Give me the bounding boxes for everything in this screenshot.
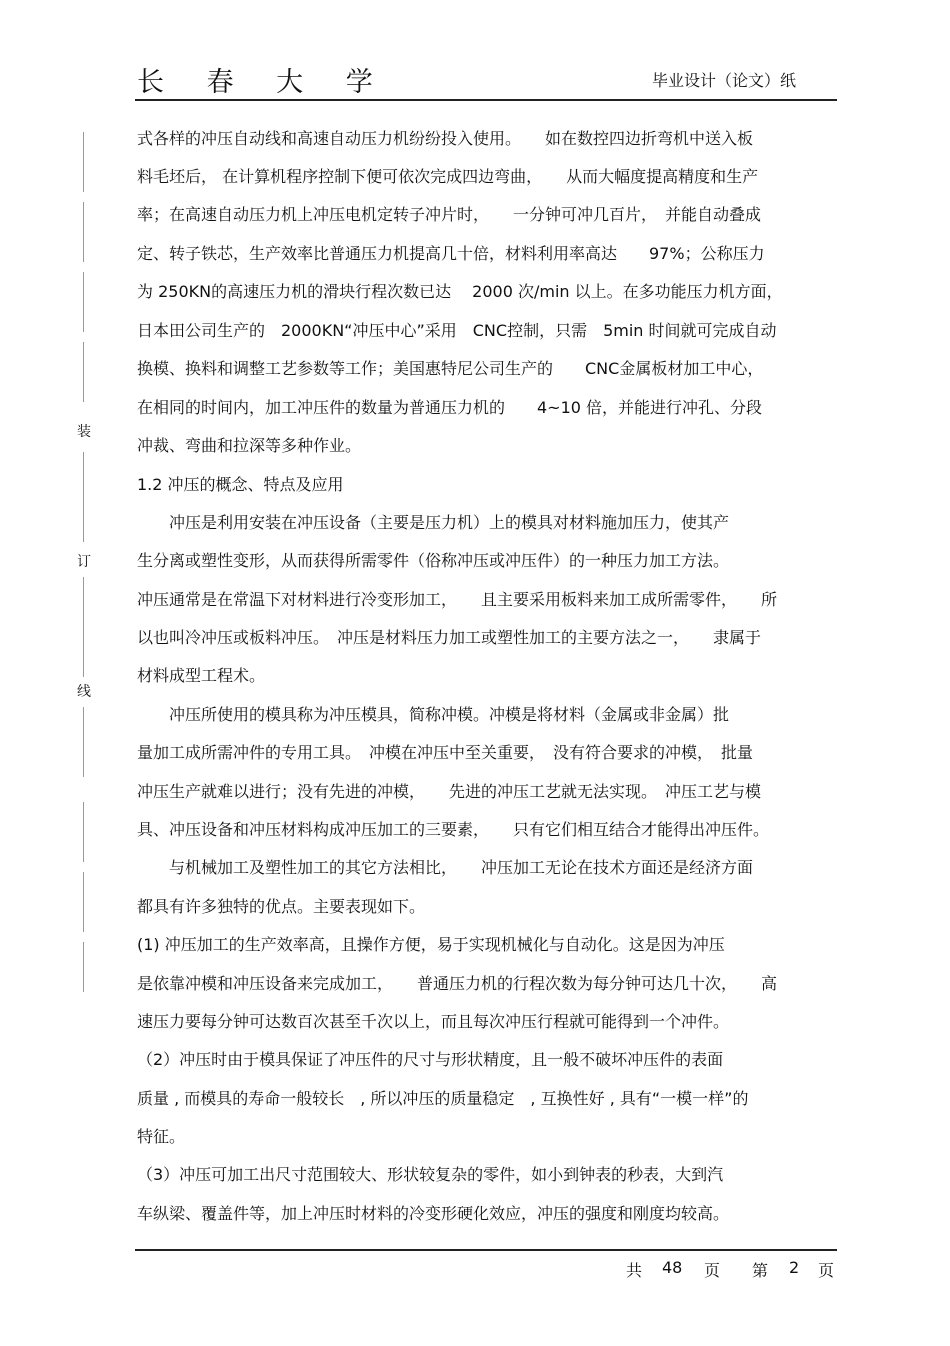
footer-current-label: 第 xyxy=(752,1261,769,1280)
body-line: 冲裁、弯曲和拉深等多种作业。 xyxy=(137,436,362,455)
body-line: 冲压是利用安装在冲压设备（主要是压力机）上的模具对材料施加压力，使其产 xyxy=(137,513,730,532)
footer-rule xyxy=(135,1249,837,1251)
footer-total-pages: 48 xyxy=(662,1258,683,1277)
header-rule xyxy=(135,99,837,101)
document-type: 毕业设计（论文）纸 xyxy=(652,71,797,90)
body-line: (1) 冲压加工的生产效率高，且操作方便，易于实现机械化与自动化。这是因为冲压 xyxy=(137,935,725,954)
binding-dash xyxy=(83,577,84,677)
body-line: 式各样的冲压自动线和高速自动压力机纷纷投入使用。 如在数控四边折弯机中送入板 xyxy=(137,129,754,148)
body-line: 定、转子铁芯，生产效率比普通压力机提高几十倍，材料利用率高达 97%；公称压力 xyxy=(137,244,765,263)
body-line: 生分离或塑性变形，从而获得所需零件（俗称冲压或冲压件）的一种压力加工方法。 xyxy=(137,551,730,570)
binding-dash xyxy=(83,272,84,332)
body-line: 特征。 xyxy=(137,1127,186,1146)
binding-dash xyxy=(83,452,84,542)
body-line: 车纵梁、覆盖件等，加上冲压时材料的冷变形硬化效应，冲压的强度和刚度均较高。 xyxy=(137,1204,730,1223)
body-line: 为 250KN的高速压力机的滑块行程次数已达 2000 次/min 以上。在多功能压力机方面， xyxy=(137,282,783,301)
body-line: 都具有许多独特的优点。主要表现如下。 xyxy=(137,897,426,916)
body-line: 冲压所使用的模具称为冲压模具，简称冲模。冲模是将材料（金属或非金属）批 xyxy=(137,705,730,724)
body-line: （2）冲压时由于模具保证了冲压件的尺寸与形状精度，且一般不破坏冲压件的表面 xyxy=(137,1050,724,1069)
body-line: 率；在高速自动压力机上冲压电机定转子冲片时， 一分钟可冲几百片， 并能自动叠成 xyxy=(137,205,762,224)
binding-dash xyxy=(83,942,84,992)
binding-label-zhuang: 装 xyxy=(77,424,91,440)
body-line: 材料成型工程术。 xyxy=(137,666,266,685)
binding-label-xian: 线 xyxy=(77,684,91,700)
body-line: 日本田公司生产的 2000KN“冲压中心”采用 CNC控制，只需 5min 时间就可完成自动 xyxy=(137,321,777,340)
footer-page-unit: 页 xyxy=(818,1261,835,1280)
body-line: 在相同的时间内，加工冲压件的数量为普通压力机的 4~10 倍，并能进行冲孔、分段 xyxy=(137,398,763,417)
binding-dash xyxy=(83,707,84,777)
body-line: 质量 , 而模具的寿命一般较长 , 所以冲压的质量稳定 , 互换性好 , 具有“一模一样”的 xyxy=(137,1089,749,1108)
body-line: 冲压通常是在常温下对材料进行冷变形加工， 且主要采用板料来加工成所需零件， 所 xyxy=(137,590,778,609)
body-line: 速压力要每分钟可达数百次甚至千次以上，而且每次冲压行程就可能得到一个冲件。 xyxy=(137,1012,730,1031)
footer-total-label: 共 xyxy=(626,1261,643,1280)
binding-label-ding: 订 xyxy=(77,554,91,570)
body-line: 1.2 冲压的概念、特点及应用 xyxy=(137,475,344,494)
body-line: 具、冲压设备和冲压材料构成冲压加工的三要素， 只有它们相互结合才能得出冲压件。 xyxy=(137,820,770,839)
binding-dash xyxy=(83,202,84,262)
binding-dash xyxy=(83,802,84,862)
body-line: 是依靠冲模和冲压设备来完成加工， 普通压力机的行程次数为每分钟可达几十次， 高 xyxy=(137,974,778,993)
university-name: 长 春 大 学 xyxy=(137,67,390,98)
body-line: （3）冲压可加工出尺寸范围较大、形状较复杂的零件，如小到钟表的秒表，大到汽 xyxy=(137,1165,724,1184)
footer-current-page: 2 xyxy=(789,1258,800,1277)
binding-dash xyxy=(83,132,84,192)
body-line: 冲压生产就难以进行；没有先进的冲模， 先进的冲压工艺就无法实现。 冲压工艺与模 xyxy=(137,782,762,801)
body-line: 以也叫冷冲压或板料冲压。 冲压是材料压力加工或塑性加工的主要方法之一， 隶属于 xyxy=(137,628,762,647)
body-line: 换模、换料和调整工艺参数等工作；美国惠特尼公司生产的 CNC金属板材加工中心， xyxy=(137,359,764,378)
footer-page-unit: 页 xyxy=(704,1261,721,1280)
body-line: 料毛坯后， 在计算机程序控制下便可依次完成四边弯曲， 从而大幅度提高精度和生产 xyxy=(137,167,759,186)
binding-dash xyxy=(83,342,84,402)
binding-dash xyxy=(83,872,84,932)
body-line: 与机械加工及塑性加工的其它方法相比， 冲压加工无论在技术方面还是经济方面 xyxy=(137,858,754,877)
body-line: 量加工成所需冲件的专用工具。 冲模在冲压中至关重要， 没有符合要求的冲模， 批量 xyxy=(137,743,754,762)
